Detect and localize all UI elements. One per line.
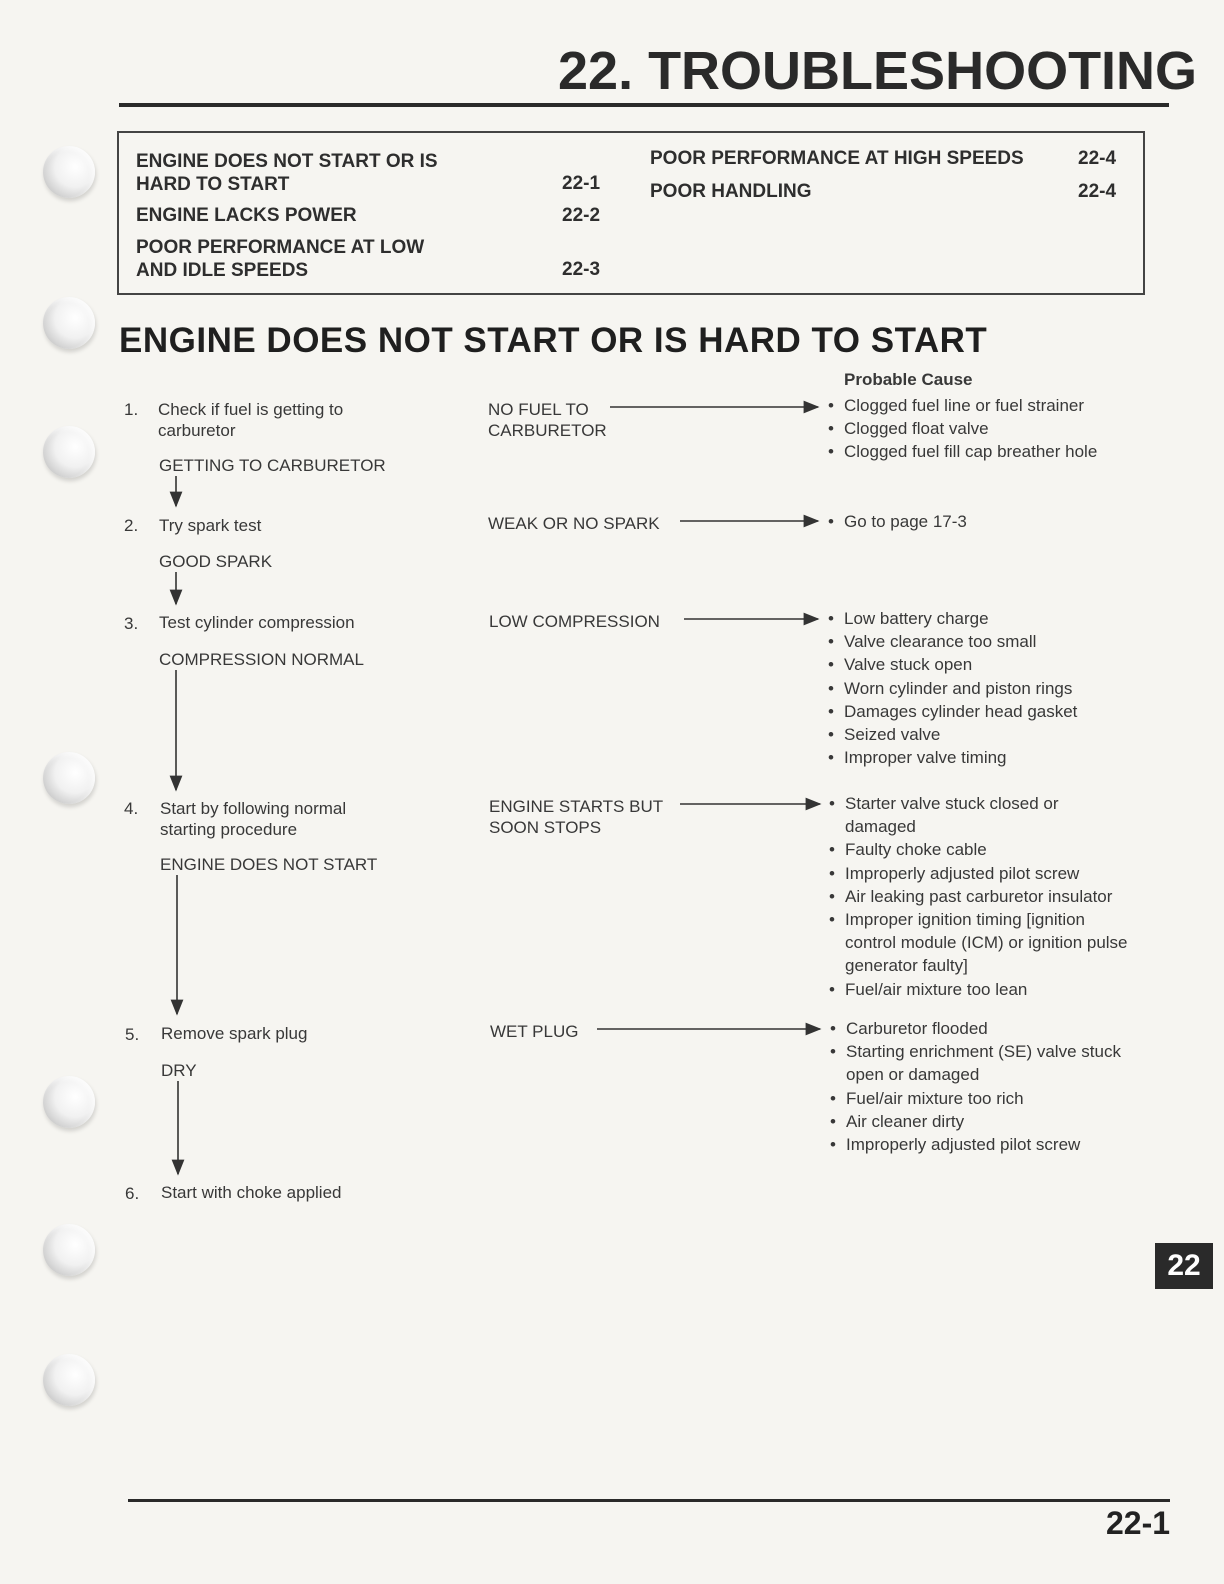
step-result: COMPRESSION NORMAL — [159, 650, 364, 669]
probable-cause-header: Probable Cause — [844, 370, 973, 389]
cause-item: • Improperly adjusted pilot screw — [829, 862, 1128, 885]
step-text: Start with choke applied — [161, 1183, 342, 1202]
cause-item: • Seized valve — [828, 723, 1077, 746]
toc-item-label[interactable]: POOR HANDLING — [650, 181, 812, 202]
step-text: Try spark test — [159, 516, 262, 535]
step-result: GOOD SPARK — [159, 552, 273, 571]
toc-item-label[interactable]: ENGINE LACKS POWER — [136, 205, 357, 226]
chapter-title: 22. TROUBLESHOOTING — [558, 41, 1198, 101]
page-number: 22-1 — [1106, 1505, 1171, 1541]
step-number: 6. — [125, 1184, 140, 1203]
symptom: WEAK OR NO SPARK — [488, 514, 660, 533]
cause-item: • Improperly adjusted pilot screw — [830, 1133, 1121, 1156]
toc-item-label[interactable]: POOR PERFORMANCE AT LOW AND IDLE SPEEDS — [136, 237, 425, 281]
cause-item: • Valve clearance too small — [828, 630, 1077, 653]
toc-item-label[interactable]: ENGINE DOES NOT START OR IS HARD TO START — [136, 151, 438, 195]
cause-item: • Clogged fuel fill cap breather hole — [828, 440, 1097, 463]
symptom: ENGINE STARTS BUT SOON STOPS — [489, 797, 664, 837]
cause-item: • Damages cylinder head gasket — [828, 700, 1077, 723]
cause-item: • Improper valve timing — [828, 746, 1077, 769]
cause-item: • Fuel/air mixture too rich — [830, 1087, 1121, 1110]
cause-item: • Faulty choke cable — [829, 838, 1128, 861]
step-result: GETTING TO CARBURETOR — [159, 456, 386, 475]
cause-item: • Worn cylinder and piston rings — [828, 677, 1077, 700]
footer-rule — [128, 1499, 1170, 1502]
toc-item-page[interactable]: 22-2 — [562, 205, 601, 226]
toc-item-page[interactable]: 22-3 — [562, 259, 601, 280]
cause-item: • Go to page 17-3 — [828, 510, 967, 533]
step-result: ENGINE DOES NOT START — [160, 855, 378, 874]
toc-item-page[interactable]: 22-4 — [1078, 181, 1117, 202]
cause-item: • Improper ignition timing [ignition control module (ICM) or ignition pulse generator faulty] — [829, 908, 1128, 978]
toc-item-page[interactable]: 22-4 — [1078, 148, 1117, 169]
step-text: Start by following normal starting procedure — [160, 799, 347, 839]
cause-item: • Starter valve stuck closed or damaged — [829, 792, 1128, 838]
cause-item: • Low battery charge — [828, 607, 1077, 630]
step-number: 4. — [124, 799, 139, 818]
cause-item: • Air leaking past carburetor insulator — [829, 885, 1128, 908]
cause-item: • Starting enrichment (SE) valve stuck open or damaged — [830, 1040, 1121, 1086]
step-number: 5. — [125, 1025, 140, 1044]
cause-item: • Carburetor flooded — [830, 1017, 1121, 1040]
step-text: Test cylinder compression — [159, 613, 355, 632]
section-heading: ENGINE DOES NOT START OR IS HARD TO START — [119, 321, 988, 360]
cause-item: • Clogged fuel line or fuel strainer — [828, 394, 1097, 417]
step-number: 2. — [124, 516, 139, 535]
symptom: NO FUEL TO CARBURETOR — [488, 400, 607, 440]
toc-item-page[interactable]: 22-1 — [562, 173, 601, 194]
chapter-tab[interactable]: 22 — [1155, 1243, 1213, 1289]
step-number: 3. — [124, 614, 139, 633]
cause-item: • Fuel/air mixture too lean — [829, 978, 1128, 1001]
symptom: WET PLUG — [490, 1022, 579, 1041]
cause-item: • Clogged float valve — [828, 417, 1097, 440]
step-result: DRY — [161, 1061, 197, 1080]
cause-item: • Air cleaner dirty — [830, 1110, 1121, 1133]
step-text: Check if fuel is getting to carburetor — [158, 400, 344, 440]
cause-item: • Valve stuck open — [828, 653, 1077, 676]
step-text: Remove spark plug — [161, 1024, 308, 1043]
toc-item-label[interactable]: POOR PERFORMANCE AT HIGH SPEEDS — [650, 148, 1024, 169]
step-number: 1. — [124, 400, 139, 419]
symptom: LOW COMPRESSION — [489, 612, 660, 631]
